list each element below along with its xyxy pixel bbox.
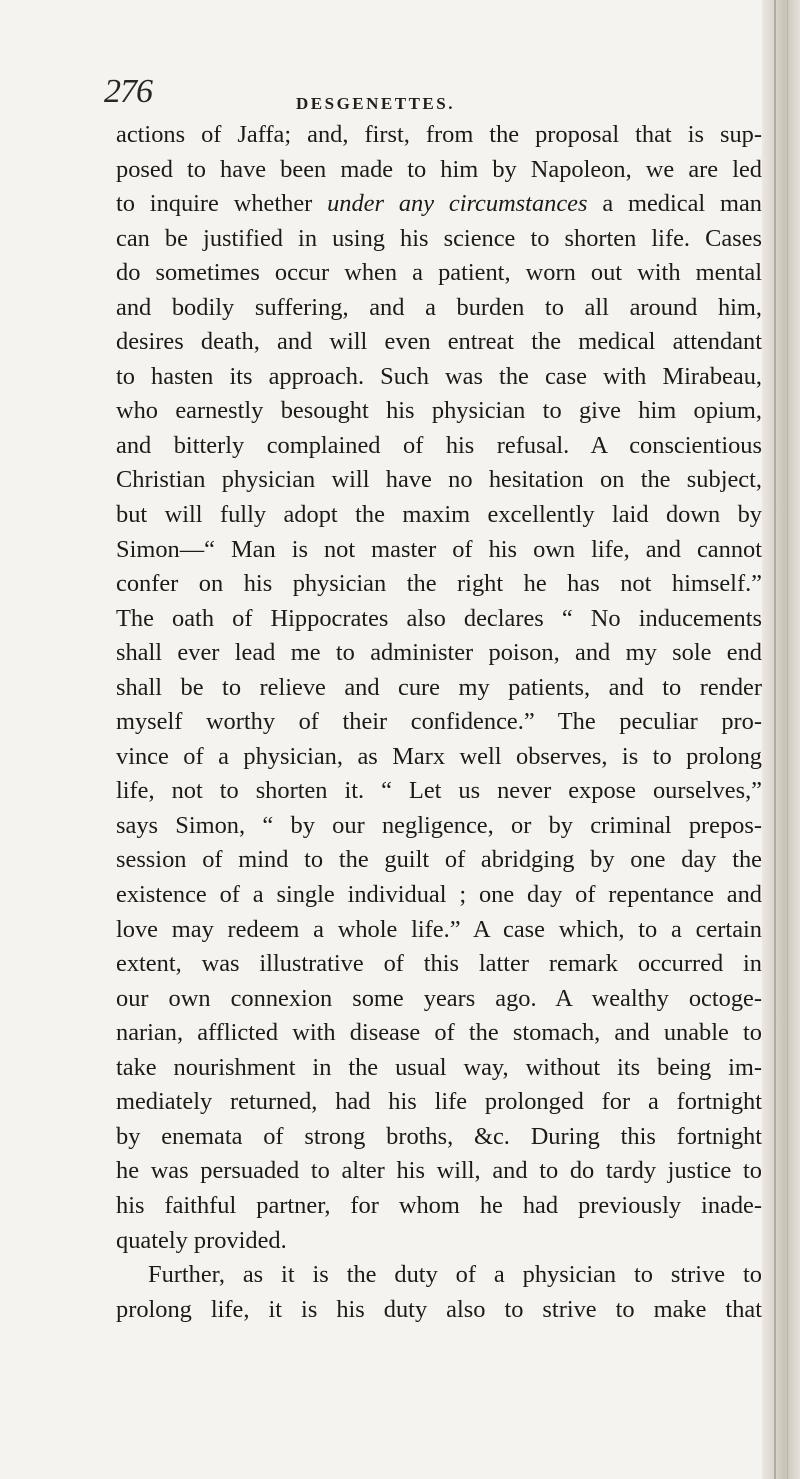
text-line: vince of a physician, as Marx well observes, is to prolong: [116, 742, 762, 770]
running-head: DESGENETTES.: [296, 94, 455, 113]
text-line: he was persuaded to alter his will, and to do tardy justice to: [116, 1157, 762, 1185]
text-line: shall ever lead me to administer poison, and my sole end: [116, 639, 762, 667]
paragraph-first-line: Further, as it is the duty of a physician to strive to: [148, 1261, 762, 1289]
text-line: take nourishment in the usual way, without its being im-: [116, 1053, 762, 1081]
body-text: [116, 118, 762, 1327]
text-line: his faithful partner, for whom he had previously inade-: [116, 1191, 762, 1219]
page-gutter: [762, 0, 800, 1479]
text-line: to hasten its approach. Such was the case with Mirabeau,: [116, 362, 762, 390]
gutter-edge-line: [787, 0, 788, 1479]
text-line: shall be to relieve and cure my patients, and to render: [116, 673, 762, 701]
page-number: 276: [104, 73, 152, 110]
text-line: life, not to shorten it. “ Let us never expose ourselves,”: [116, 777, 762, 805]
text-line: love may redeem a whole life.” A case which, to a certain: [116, 915, 762, 943]
text-line: The oath of Hippocrates also declares “ No inducements: [116, 604, 762, 632]
text-line: narian, afflicted with disease of the stomach, and unable to: [116, 1019, 762, 1047]
text-line: existence of a single individual ; one day of repentance and: [116, 881, 762, 909]
text-line: says Simon, “ by our negligence, or by criminal prepos-: [116, 811, 762, 839]
text-line: do sometimes occur when a patient, worn out with mental: [116, 259, 762, 287]
text-line: who earnestly besought his physician to give him opium,: [116, 397, 762, 425]
emphasis-text: under any circumstances: [327, 190, 588, 218]
text-line: by enemata of strong broths, &c. During this fortnight: [116, 1122, 762, 1150]
text-line: Christian physician will have no hesitation on the subject,: [116, 466, 762, 494]
text-line: but will fully adopt the maxim excellently laid down by: [116, 501, 762, 529]
text-line: quately provided.: [116, 1226, 287, 1254]
text-line: session of mind to the guilt of abridging by one day the: [116, 846, 762, 874]
text-line: confer on his physician the right he has not himself.”: [116, 570, 762, 598]
text-line: Simon—“ Man is not master of his own life, and cannot: [116, 535, 762, 563]
text-line: and bitterly complained of his refusal. A conscientious: [116, 431, 762, 459]
text-line: to inquire whether under any circumstances a medical man: [116, 190, 762, 218]
text-line: mediately returned, had his life prolonged for a fortnight: [116, 1088, 762, 1116]
text-line: myself worthy of their confidence.” The peculiar pro-: [116, 708, 762, 736]
text-line: can be justified in using his science to shorten life. Cases: [116, 224, 762, 252]
text-line: desires death, and will even entreat the medical attendant: [116, 328, 762, 356]
text-line: extent, was illustrative of this latter remark occurred in: [116, 950, 762, 978]
text-line: prolong life, it is his duty also to strive to make that: [116, 1295, 762, 1323]
text-line: and bodily suffering, and a burden to all around him,: [116, 293, 762, 321]
text-line: our own connexion some years ago. A wealthy octoge-: [116, 984, 762, 1012]
text-line: actions of Jaffa; and, first, from the proposal that is sup-: [116, 121, 762, 148]
gutter-fold-line: [774, 0, 776, 1479]
text-line: posed to have been made to him by Napoleon, we are led: [116, 155, 762, 183]
